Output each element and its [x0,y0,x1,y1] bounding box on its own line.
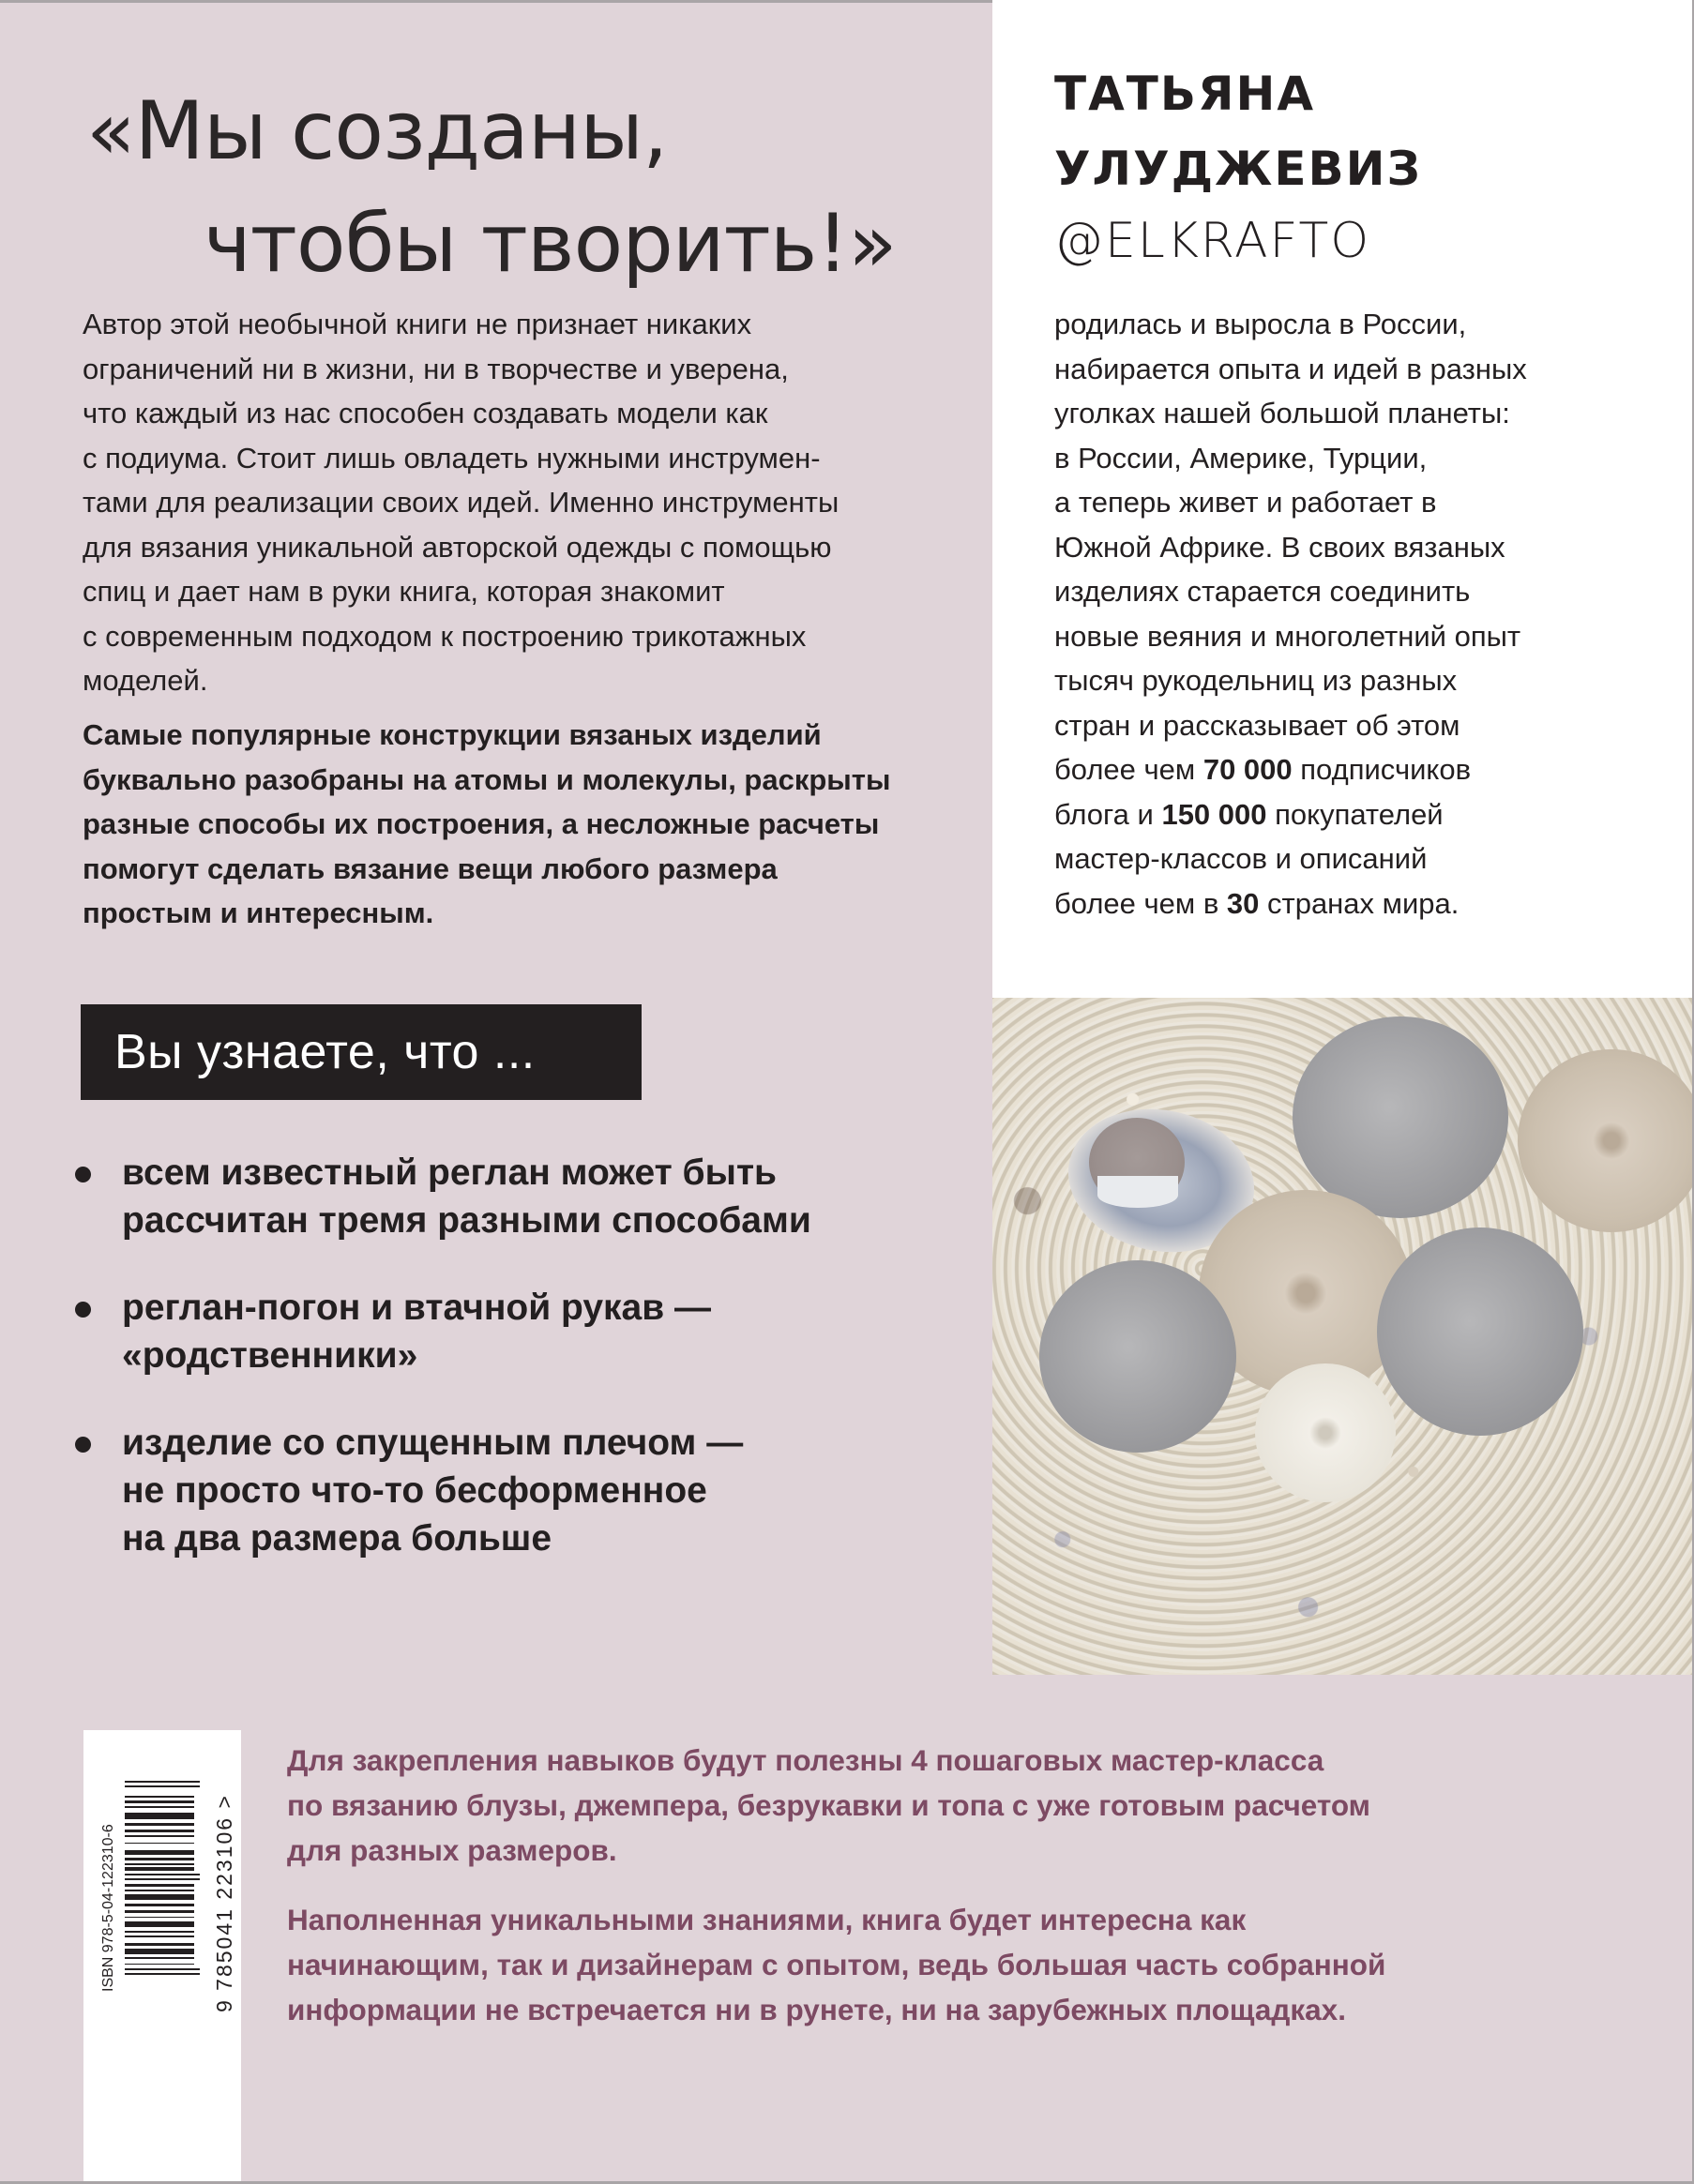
bullet-line: не просто что-то бесформенное [122,1470,707,1511]
yarn-ball-beige [1518,1049,1694,1232]
learn-bullet-item [69,1149,970,1244]
author-name [1054,56,1422,206]
intro-bold-line: разные способы их построения, а несложные расчеты [83,807,880,840]
author-last-name: УЛУДЖЕВИЗ [1054,142,1422,196]
author-first-name: ТАТЬЯНА [1054,67,1316,121]
yarn-ball-white [1255,1363,1396,1502]
bio-line: новые веяния и многолетний опыт [1054,619,1521,653]
bio-line: мастер-классов и описаний [1054,842,1428,875]
bullet-line: на два размера больше [122,1518,552,1559]
bio-line: а теперь живет и работает в [1054,486,1437,519]
intro-bold-line: простым и интересным. [83,896,434,929]
promo-paragraph-2 [287,1897,1666,2032]
intro-line: моделей. [83,664,208,697]
promo-line: по вязанию блузы, джемпера, безрукавки и топа с уже готовым расчетом [287,1788,1370,1822]
bio-line [1054,792,1673,837]
intro-line: ограничений ни в жизни, ни в творчестве и уверена, [83,352,789,385]
bio-text: более чем в [1054,886,1227,920]
headline-line-2: чтобы творить!» [204,197,897,291]
yarn-ball-grey [1293,1017,1508,1218]
bio-line: набирается опыта и идей в разных [1054,352,1527,385]
bio-line: изделиях старается соединить [1054,575,1471,608]
intro-line: тами для реализации своих идей. Именно инструменты [83,486,839,519]
isbn-label: ISBN 978-5-04-122310-6 [100,1824,116,1992]
promo-line: Наполненная уникальными знаниями, книга будет интересна как [287,1903,1247,1936]
intro-line: спиц и дает нам в руки книга, которая знакомит [83,575,725,608]
ean-digits [212,1794,237,2012]
intro-line: с подиума. Стоит лишь овладеть нужными инструмен- [83,441,821,474]
author-bio [1054,302,1673,926]
bullet-line: изделие со спущенным плечом — [122,1423,744,1463]
headline-line-1: «Мы созданы, [86,84,668,178]
skein-label-band [1097,1176,1178,1208]
promo-line: для разных размеров. [287,1833,617,1867]
bullet-line: реглан-погон и втачной рукав — [122,1288,712,1328]
intro-bold-line: буквально разобраны на атомы и молекулы, раскрыты [83,762,891,796]
author-handle: @ELKRAFTO [1054,213,1371,269]
bullet-line: рассчитан тремя разными способами [122,1200,811,1241]
bio-text: более чем [1054,753,1203,786]
bio-line [1054,881,1673,926]
promo-paragraph-1 [287,1738,1666,1873]
bullet-line: «родственники» [122,1335,418,1376]
intro-bold-line: помогут сделать вязание вещи любого размера [83,851,778,885]
headline-quote [86,75,897,300]
subscribers-count: 70 000 [1202,753,1293,786]
intro-bold-line: Самые популярные конструкции вязаных изделий [83,718,822,751]
promo-line: Для закрепления навыков будут полезны 4 пошаговых мастер-класса [287,1743,1324,1777]
yarn-ball-grey [1039,1260,1236,1453]
bio-line: Южной Африке. В своих вязаных [1054,530,1505,564]
bio-text: странах мира. [1259,886,1460,920]
countries-count: 30 [1226,886,1260,920]
bio-text: блога и [1054,797,1162,831]
learn-bullet-item [69,1284,970,1379]
yarn-ball-grey [1377,1228,1583,1436]
barcode-icon [125,1781,200,1989]
bio-text: покупателей [1266,797,1444,831]
bullet-line: всем известный реглан может быть [122,1152,778,1193]
bio-text: подписчиков [1292,753,1472,786]
bio-line [1054,747,1673,792]
intro-paragraph [83,302,983,703]
bio-line: тысяч рукодельниц из разных [1054,664,1458,697]
intro-line: для вязания уникальной авторской одежды с помощью [83,530,832,564]
intro-line: Автор этой необычной книги не признает никаких [83,308,752,340]
ean-number: 9 785041 223106 [212,1815,236,2012]
bio-line: уголках нашей большой планеты: [1054,397,1510,429]
intro-line: что каждый из нас способен создавать модели как [83,397,768,429]
promo-line: информации не встречается ни в рунете, ни на зарубежных площадках. [287,1993,1346,2026]
promo-line: начинающим, так и дизайнерам с опытом, ведь большая часть собранной [287,1948,1386,1981]
bullet-dot-icon [75,1302,91,1318]
ean-tail-marker: > [212,1794,236,1809]
bio-line: в России, Америке, Турции, [1054,441,1428,474]
intro-bold-paragraph [83,713,983,936]
buyers-count: 150 000 [1161,797,1267,831]
bio-line: стран и рассказывает об этом [1054,708,1460,742]
intro-line: с современным подходом к построению трикотажных [83,619,807,653]
bullet-dot-icon [75,1167,91,1182]
learn-banner: Вы узнаете, что ... [81,1004,642,1100]
bio-line: родилась и выросла в России, [1054,308,1467,340]
yarn-photo [992,998,1694,1675]
learn-bullet-list [69,1149,970,1602]
learn-bullet-item [69,1419,970,1562]
bullet-dot-icon [75,1437,91,1453]
